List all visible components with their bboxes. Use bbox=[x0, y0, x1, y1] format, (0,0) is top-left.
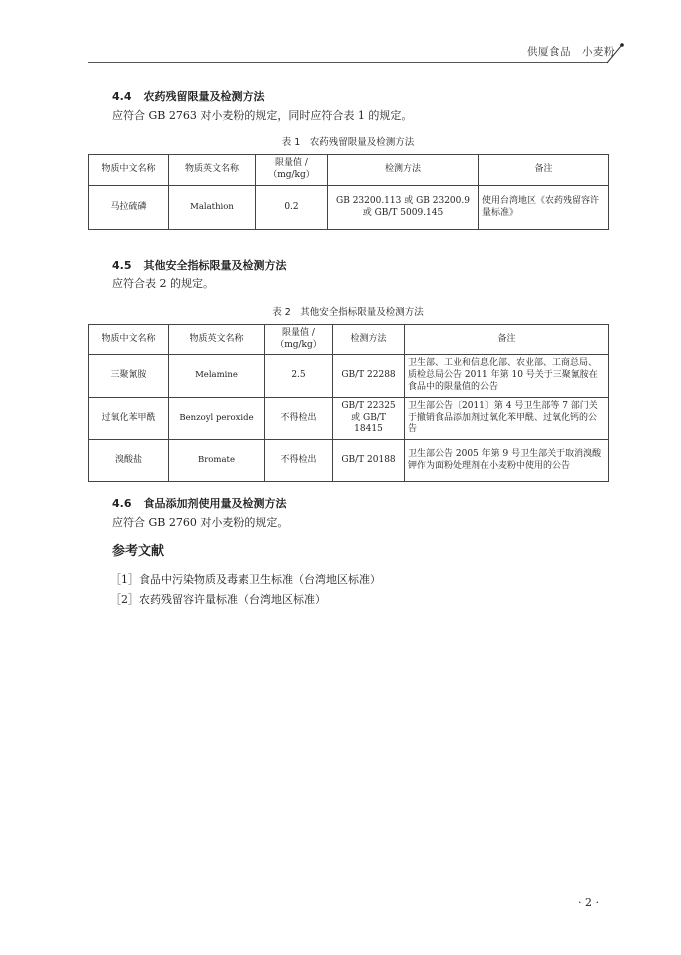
table-cell: GB/T 22325 或 GB/T 18415 bbox=[333, 398, 405, 440]
table1-caption: 表 1 农药残留限量及检测方法 bbox=[281, 137, 415, 148]
table2-caption: 表 2 其他安全指标限量及检测方法 bbox=[272, 307, 424, 318]
section-title: 食品添加剂使用量及检测方法 bbox=[143, 497, 287, 510]
header-corner-mark-icon bbox=[606, 42, 626, 64]
section-4-4-heading bbox=[112, 88, 265, 104]
table-cell: Benzoyl peroxide bbox=[169, 398, 265, 440]
table-cell: 不得检出 bbox=[265, 440, 333, 482]
section-number: 4.4 bbox=[112, 90, 132, 103]
section-title: 农药残留限量及检测方法 bbox=[143, 90, 265, 103]
table2 bbox=[88, 324, 609, 482]
section-number: 4.5 bbox=[112, 259, 132, 272]
section-4-5-body: 应符合表 2 的规定。 bbox=[112, 277, 214, 290]
table2-header-cell: 物质中文名称 bbox=[89, 325, 169, 355]
header-rule bbox=[88, 62, 608, 63]
table1-header-cell: 检测方法 bbox=[328, 155, 479, 186]
table-cell: 马拉硫磷 bbox=[89, 186, 169, 230]
table-cell: GB/T 22288 bbox=[333, 355, 405, 398]
table1 bbox=[88, 154, 609, 230]
running-header: 供厦食品 小麦粉 bbox=[527, 46, 615, 58]
reference-item: ［2］农药残留容许量标准（台湾地区标准） bbox=[110, 593, 326, 606]
table1-header-cell: 物质英文名称 bbox=[169, 155, 256, 186]
table-row bbox=[89, 398, 609, 440]
table1-header-cell: 限量值 /（mg/kg） bbox=[256, 155, 328, 186]
table-cell: Malathion bbox=[169, 186, 256, 230]
table-cell: 使用台湾地区《农药残留容许量标准》 bbox=[479, 186, 609, 230]
table2-header-cell: 限量值 /（mg/kg） bbox=[265, 325, 333, 355]
table-cell: 卫生部公告 2005 年第 9 号卫生部关于取消溴酸钾作为面粉处理剂在小麦粉中使用的公告 bbox=[405, 440, 609, 482]
table1-header-cell: 备注 bbox=[479, 155, 609, 186]
table-cell: Melamine bbox=[169, 355, 265, 398]
section-4-4-body: 应符合 GB 2763 对小麦粉的规定，同时应符合表 1 的规定。 bbox=[112, 109, 413, 122]
table2-header-cell: 物质英文名称 bbox=[169, 325, 265, 355]
table1-header-row bbox=[89, 155, 609, 186]
section-title: 其他安全指标限量及检测方法 bbox=[143, 259, 287, 272]
section-4-6-heading bbox=[112, 495, 287, 511]
table-row bbox=[89, 440, 609, 482]
section-4-5-heading bbox=[112, 257, 287, 273]
table-cell: 溴酸盐 bbox=[89, 440, 169, 482]
table-cell: 卫生部、工业和信息化部、农业部、工商总局、质检总局公告 2011 年第 10 号关于三聚氰胺在食品中的限量值的公告 bbox=[405, 355, 609, 398]
table1-header-cell: 物质中文名称 bbox=[89, 155, 169, 186]
table-cell: GB 23200.113 或 GB 23200.9 或 GB/T 5009.145 bbox=[328, 186, 479, 230]
table-cell: 不得检出 bbox=[265, 398, 333, 440]
reference-item: ［1］食品中污染物质及毒素卫生标准（台湾地区标准） bbox=[110, 573, 381, 586]
table-cell: 卫生部公告〔2011〕第 4 号卫生部等 7 部门关于撤销食品添加剂过氧化苯甲酰、过氧化钙的公告 bbox=[405, 398, 609, 440]
page-number: · 2 · bbox=[578, 896, 599, 909]
section-4-6-body: 应符合 GB 2760 对小麦粉的规定。 bbox=[112, 516, 289, 529]
table-cell: 0.2 bbox=[256, 186, 328, 230]
table2-header-cell: 备注 bbox=[405, 325, 609, 355]
section-number: 4.6 bbox=[112, 497, 132, 510]
table-row bbox=[89, 355, 609, 398]
table-cell: 2.5 bbox=[265, 355, 333, 398]
table-cell: Bromate bbox=[169, 440, 265, 482]
table-cell: 过氧化苯甲酰 bbox=[89, 398, 169, 440]
table-row bbox=[89, 186, 609, 230]
table-cell: 三聚氰胺 bbox=[89, 355, 169, 398]
table2-header-cell: 检测方法 bbox=[333, 325, 405, 355]
references-heading: 参考文献 bbox=[112, 544, 165, 559]
table2-header-row bbox=[89, 325, 609, 355]
table-cell: GB/T 20188 bbox=[333, 440, 405, 482]
